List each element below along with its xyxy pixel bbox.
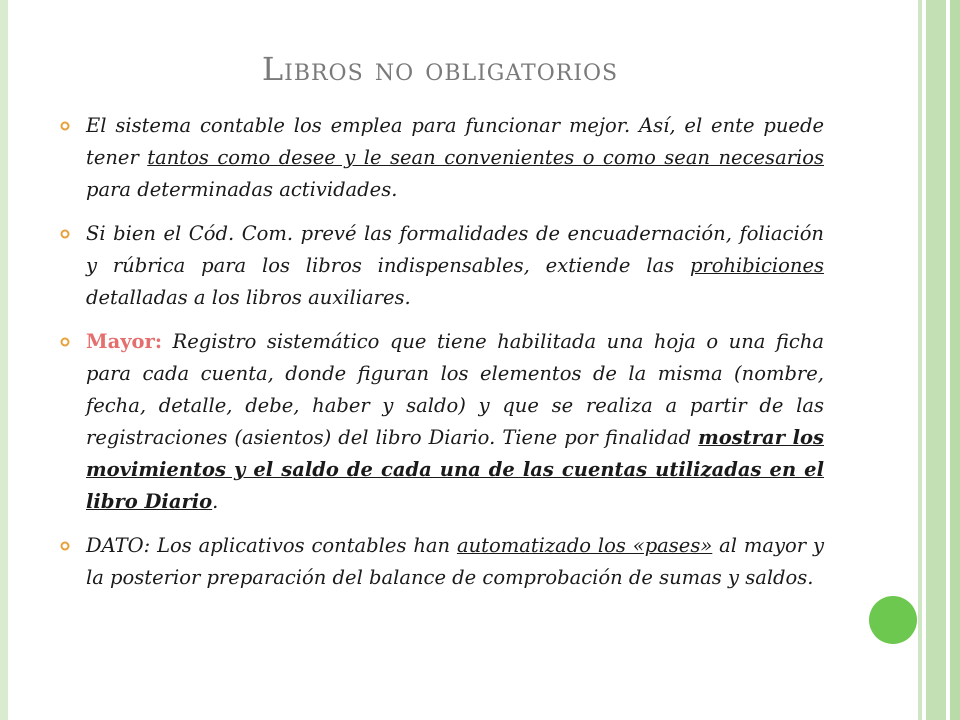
slide-title: Libros no obligatorios	[261, 50, 619, 88]
bullet-ring-icon	[60, 337, 70, 347]
bullet-item-mayor	[60, 326, 824, 518]
bullet-text: Registro sistemático que tiene habilitada una hoja o una ficha para cada cuenta, donde figuran los elementos de la misma (nombre, fecha, detalle, debe, haber y saldo) y que se realiza a partir de las registraciones (asientos) del libro Diario. Tiene por finalidad	[86, 330, 824, 449]
bullet-text: Si bien el Cód. Com. prevé las formalidades de encuadernación, foliación y rúbrica para los libros indispensables, extiende las	[86, 222, 824, 277]
underlined-phrase: prohibiciones	[689, 254, 824, 277]
mayor-label: Mayor:	[86, 330, 163, 353]
bullet-item-dato	[60, 530, 824, 594]
bullet-text: El sistema contable los emplea para funcionar mejor. Así, el ente puede tener	[86, 114, 824, 169]
bullet-text: .	[212, 490, 219, 513]
bullet-ring-icon	[60, 229, 70, 239]
slide-content-list	[60, 110, 824, 606]
bullet-item-sistema-contable	[60, 110, 824, 206]
underlined-phrase: automatizado los «pases»	[456, 534, 713, 557]
bullet-ring-icon	[60, 121, 70, 131]
bullet-text: detalladas a los libros auxiliares.	[86, 286, 411, 309]
left-frame-stripe	[0, 0, 8, 720]
bold-underlined-phrase: mostrar los movimientos y el saldo de cada una de las cuentas utilizadas en el libro Diario	[86, 426, 824, 513]
bullet-text: para determinadas actividades.	[86, 178, 398, 201]
bullet-item-cod-com	[60, 218, 824, 314]
decorative-green-circle	[869, 596, 917, 644]
right-frame-stripes	[912, 0, 960, 720]
bullet-text: al mayor y la posterior preparación del balance de comprobación de sumas y saldos.	[86, 534, 824, 589]
bullet-ring-icon	[60, 541, 70, 551]
underlined-phrase: tantos como desee y le sean convenientes o como sean necesarios	[147, 146, 824, 169]
bullet-text: DATO: Los aplicativos contables han	[86, 534, 457, 557]
